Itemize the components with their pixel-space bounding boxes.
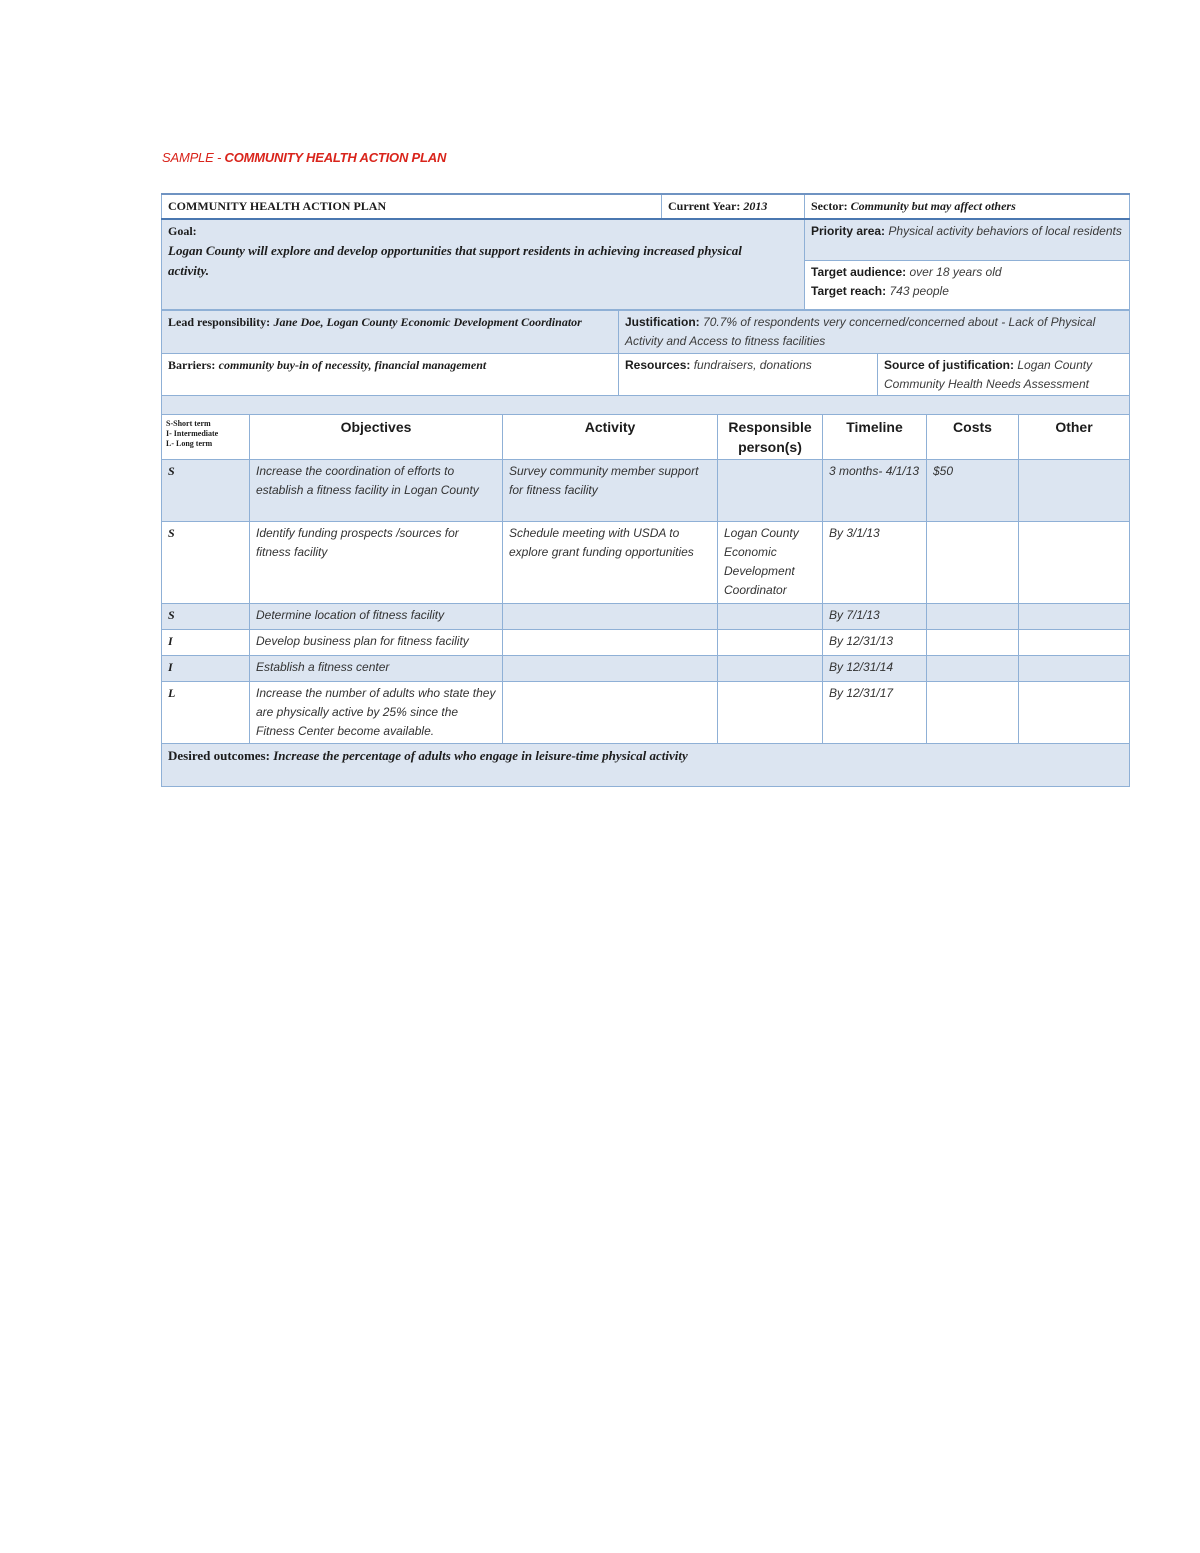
- timeline-cell: 3 months- 4/1/13: [823, 460, 927, 522]
- desired-outcomes-value: Increase the percentage of adults who engage in leisure-time physical activity: [273, 748, 688, 763]
- timeline-cell: By 3/1/13: [823, 522, 927, 604]
- other-cell: [1019, 656, 1130, 682]
- spacer-row: [162, 396, 1130, 415]
- action-plan-table: [161, 395, 1130, 787]
- costs-cell: [927, 630, 1019, 656]
- current-year-label: Current Year:: [668, 199, 741, 213]
- costs-cell: [927, 656, 1019, 682]
- other-cell: [1019, 682, 1130, 744]
- objective-cell: Increase the coordination of efforts to establish a fitness facility in Logan County: [250, 460, 503, 522]
- goal-cell: [162, 219, 805, 310]
- sample-title-main: COMMUNITY HEALTH ACTION PLAN: [224, 150, 447, 165]
- responsible-cell: [718, 460, 823, 522]
- barriers-value: community buy-in of necessity, financial management: [218, 358, 487, 372]
- column-header-responsible: Responsible person(s): [718, 415, 823, 460]
- costs-cell: [927, 604, 1019, 630]
- table-row: [162, 630, 1130, 656]
- target-cell: [805, 261, 1130, 310]
- term-cell: S: [162, 604, 250, 630]
- lead-responsibility-cell: [162, 311, 619, 354]
- current-year: [662, 194, 805, 219]
- column-header-costs: Costs: [927, 415, 1019, 460]
- lead-value: Jane Doe, Logan County Economic Development Coordinator: [273, 315, 582, 329]
- barriers-cell: [162, 354, 619, 397]
- source-label: Source of justification:: [884, 358, 1015, 372]
- objective-cell: Establish a fitness center: [250, 656, 503, 682]
- sector: [805, 194, 1130, 219]
- column-header-activity: Activity: [503, 415, 718, 460]
- column-header-timeline: Timeline: [823, 415, 927, 460]
- objective-cell: Develop business plan for fitness facility: [250, 630, 503, 656]
- term-cell: I: [162, 656, 250, 682]
- costs-cell: [927, 682, 1019, 744]
- priority-area-value: Physical activity behaviors of local residents: [888, 224, 1122, 238]
- sector-label: Sector:: [811, 199, 848, 213]
- activity-cell: Schedule meeting with USDA to explore grant funding opportunities: [503, 522, 718, 604]
- source-cell: [878, 354, 1130, 397]
- priority-area-cell: [805, 219, 1130, 261]
- activity-cell: [503, 656, 718, 682]
- current-year-value: 2013: [743, 199, 768, 213]
- legend-long: L- Long term: [166, 439, 213, 448]
- responsible-cell: [718, 656, 823, 682]
- plan-title: COMMUNITY HEALTH ACTION PLAN: [162, 194, 662, 219]
- timeline-cell: By 12/31/13: [823, 630, 927, 656]
- legend-intermediate: I- Intermediate: [166, 429, 219, 438]
- term-cell: L: [162, 682, 250, 744]
- plan-header-table: [161, 193, 1130, 310]
- desired-outcomes-cell: [162, 744, 1130, 787]
- source-value: Logan County Community Health Needs Assessment: [884, 358, 1093, 391]
- sample-title: [162, 150, 446, 165]
- target-audience-value: over 18 years old: [909, 265, 1002, 279]
- desired-outcomes-label: Desired outcomes:: [168, 748, 270, 763]
- activity-cell: Survey community member support for fitness facility: [503, 460, 718, 522]
- table-row: [162, 682, 1130, 744]
- target-audience-label: Target audience:: [811, 265, 907, 279]
- goal-text: Logan County will explore and develop opportunities that support residents in achieving increased physical activity.: [168, 243, 742, 278]
- justification-label: Justification:: [625, 315, 700, 329]
- lead-label: Lead responsibility:: [168, 315, 271, 329]
- resources-value: fundraisers, donations: [693, 358, 812, 372]
- sector-value: Community but may affect others: [850, 199, 1016, 213]
- term-cell: S: [162, 522, 250, 604]
- responsible-cell: [718, 682, 823, 744]
- priority-area-label: Priority area:: [811, 224, 886, 238]
- table-row: [162, 522, 1130, 604]
- barriers-label: Barriers:: [168, 358, 216, 372]
- other-cell: [1019, 630, 1130, 656]
- objective-cell: Identify funding prospects /sources for fitness facility: [250, 522, 503, 604]
- sample-title-prefix: SAMPLE -: [162, 150, 225, 165]
- column-header-other: Other: [1019, 415, 1130, 460]
- table-row: [162, 656, 1130, 682]
- other-cell: [1019, 460, 1130, 522]
- target-reach-value: 743 people: [889, 284, 949, 298]
- timeline-cell: By 12/31/17: [823, 682, 927, 744]
- objective-cell: Determine location of fitness facility: [250, 604, 503, 630]
- target-reach-label: Target reach:: [811, 284, 887, 298]
- activity-cell: [503, 682, 718, 744]
- timeline-cell: By 7/1/13: [823, 604, 927, 630]
- term-legend: [162, 415, 250, 460]
- legend-short: S-Short term: [166, 419, 211, 428]
- other-cell: [1019, 522, 1130, 604]
- activity-cell: [503, 630, 718, 656]
- resources-cell: [619, 354, 878, 397]
- responsible-cell: [718, 630, 823, 656]
- responsible-cell: Logan County Economic Development Coordinator: [718, 522, 823, 604]
- costs-cell: $50: [927, 460, 1019, 522]
- term-cell: I: [162, 630, 250, 656]
- plan-details-table: [161, 310, 1130, 397]
- objective-cell: Increase the number of adults who state they are physically active by 25% since the Fitness Center become available.: [250, 682, 503, 744]
- table-row: [162, 460, 1130, 522]
- goal-label: Goal:: [168, 224, 197, 238]
- timeline-cell: By 12/31/14: [823, 656, 927, 682]
- costs-cell: [927, 522, 1019, 604]
- justification-cell: [619, 311, 1130, 354]
- activity-cell: [503, 604, 718, 630]
- column-header-objectives: Objectives: [250, 415, 503, 460]
- justification-value: 70.7% of respondents very concerned/concerned about - Lack of Physical Activity and Access to fitness facilities: [625, 315, 1096, 348]
- table-row: [162, 604, 1130, 630]
- responsible-cell: [718, 604, 823, 630]
- term-cell: S: [162, 460, 250, 522]
- other-cell: [1019, 604, 1130, 630]
- resources-label: Resources:: [625, 358, 691, 372]
